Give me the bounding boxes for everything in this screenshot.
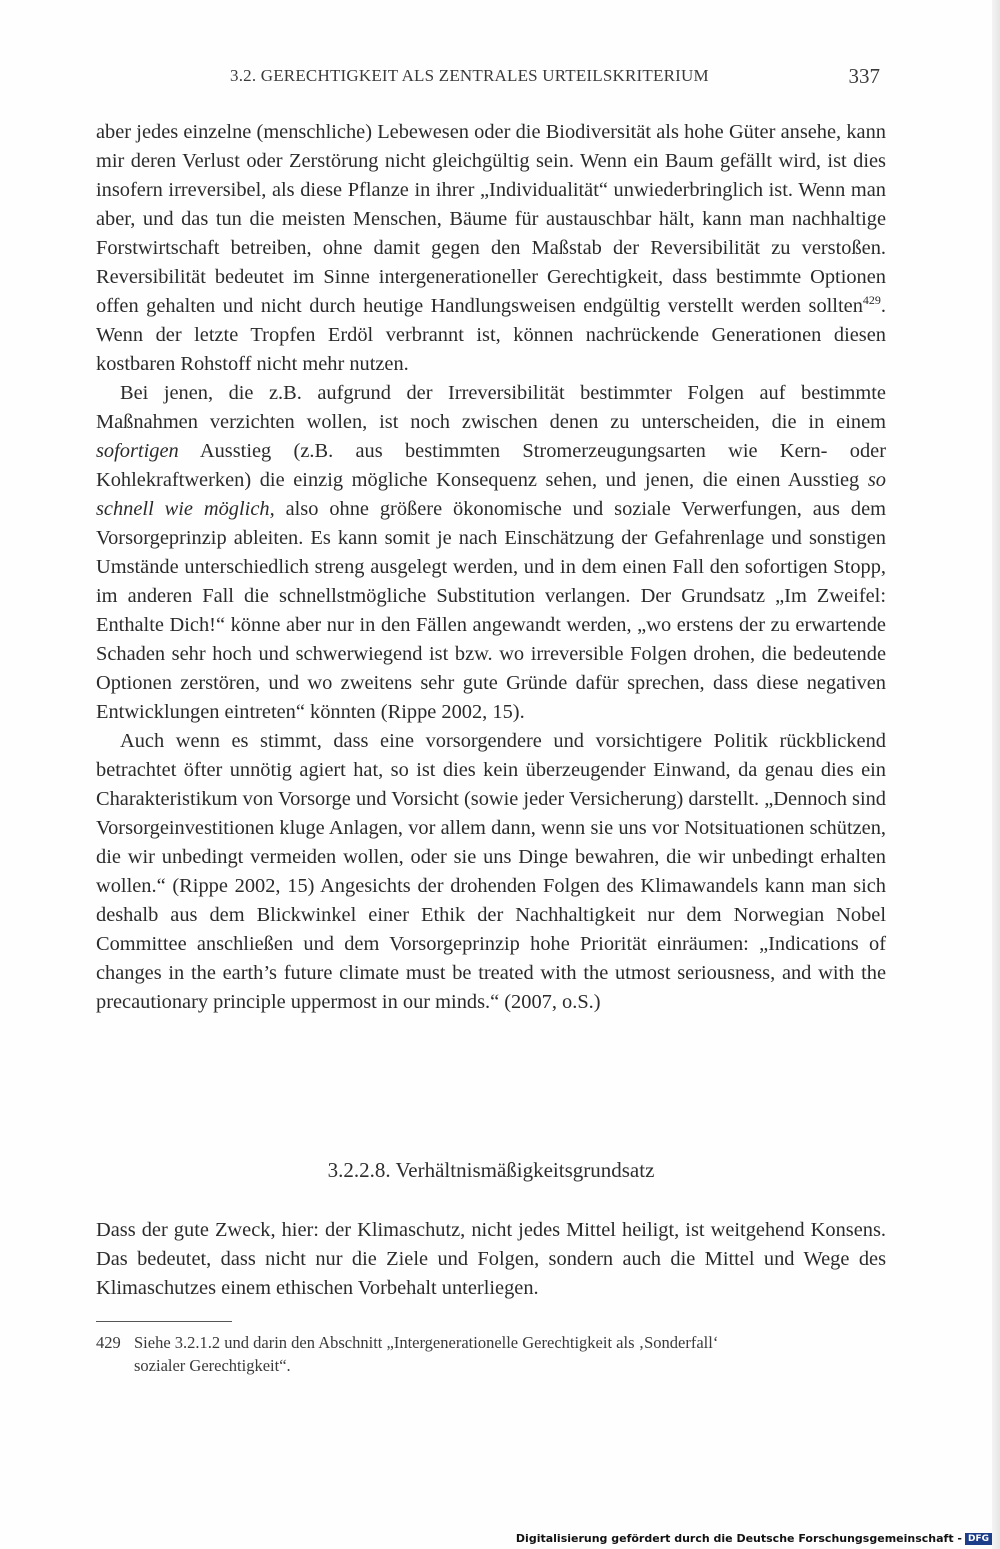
running-header: [96, 64, 886, 90]
footnote-reference[interactable]: 429: [862, 293, 881, 308]
footnote-429: [96, 1331, 886, 1377]
page-edge-shadow: [992, 0, 1000, 1549]
footnote-divider: [96, 1321, 232, 1322]
section-paragraph: Dass der gute Zweck, hier: der Klimaschutz, nicht jedes Mittel heiligt, ist weitgehend Konsens. Das bedeutet, dass nicht nur die Ziele und Folgen, sondern auch die Mittel und Wege des Klimaschutzes einem ethischen Vorbehalt unterliegen.: [96, 1219, 886, 1299]
main-text: [96, 118, 886, 1017]
section-text: [96, 1216, 886, 1303]
footnote-number: 429: [96, 1333, 121, 1352]
emphasis-so-schnell: so schnell wie möglich,: [96, 469, 886, 520]
dfg-logo: DFG: [965, 1533, 992, 1545]
digitization-text: Digitalisierung gefördert durch die Deutsche Forschungsgemeinschaft -: [515, 1532, 962, 1545]
emphasis-sofortigen: sofortigen: [96, 440, 179, 462]
digitization-notice: [516, 1532, 992, 1545]
footnote-line-1: 429 Siehe 3.2.1.2 und darin den Abschnitt „Intergenerationelle Gerechtigkeit als ‚Sonderfall‘: [96, 1333, 719, 1352]
footnote-line-2: sozialer Gerechtigkeit“.: [134, 1356, 291, 1375]
paragraph-2: Bei jenen, die z.B. aufgrund der Irreversibilität bestimmter Folgen auf bestimmte Maßnahmen verzichten wollen, ist noch zwischen denen zu unterscheiden, die in einem sofortigen Ausstieg (z.B. aus bestimmten Stromerzeugungsarten wie Kern- oder Kohlekraftwerken) die einzig mögliche Konsequenz sehen, und jenen, die einen Ausstieg so schnell wie möglich, also ohne größere ökonomische und soziale Verwerfungen, aus dem Vorsorgeprinzip ableiten. Es kann somit je nach Einschätzung der Gefahrenlage und sonstigen Umstände unterschiedlich streng ausgelegt werden, und in dem einen Fall den sofortigen Stopp, im anderen Fall die schnellstmögliche Substitution verlangen. Der Grundsatz „Im Zweifel: Enthalte Dich!“ könne aber nur in den Fällen angewandt werden, „wo erstens der zu erwartende Schaden sehr hoch und schwerwiegend ist bzw. wo irreversible Folgen drohen, die bedeutende Optionen zerstören, und wo zweitens sehr gute Gründe dafür sprechen, dass diese negativen Entwicklungen eintreten“ könnten (Rippe 2002, 15).: [96, 382, 886, 723]
paragraph-3: Auch wenn es stimmt, dass eine vorsorgendere und vorsichtigere Politik rückblickend betrachtet öfter unnötig agiert hat, so ist dies kein überzeugender Einwand, da genau dies ein Charakteristikum von Vorsorge und Vorsicht (sowie jeder Versicherung) darstellt. „Dennoch sind Vorsorgeinvestitionen kluge Anlagen, vor allem dann, wenn sie uns vor Notsituationen schützen, die wir unbedingt vermeiden wollen, oder sie uns Dinge bewahren, die wir unbedingt erhalten wollen.“ (Rippe 2002, 15) Angesichts der drohenden Folgen des Klimawandels kann man sich deshalb aus dem Blickwinkel einer Ethik der Nachhaltigkeit nur dem Norwegian Nobel Committee anschließen und dem Vorsorgeprinzip hohe Priorität einräumen: „Indications of changes in the earth’s future climate must be treated with the utmost seriousness, and with the precautionary principle uppermost in our minds.“ (2007, o.S.): [96, 730, 886, 1013]
paragraph-1: aber jedes einzelne (menschliche) Lebewesen oder die Biodiversität als hohe Güter ansehe, kann mir deren Verlust oder Zerstörung nicht gleichgültig sein. Wenn ein Baum gefällt wird, ist dies insofern irreversibel, als diese Pflanze in ihrer „Individualität“ unwiederbringlich ist. Wenn man aber, und das tun die meisten Menschen, Bäume für austauschbar hält, kann man nachhaltige Forstwirtschaft betreiben, ohne damit gegen den Maßstab der Reversibilität zu verstoßen. Reversibilität bedeutet im Sinne intergenerationeller Gerechtigkeit, dass bestimmte Optionen offen gehalten und nicht durch heutige Handlungsweisen endgültig verstellt werden sollten$^{429}$. Wenn der letzte Tropfen Erdöl verbrannt ist, können nachrückende Generationen diesen kostbaren Rohstoff nicht mehr nutzen.: [96, 121, 886, 375]
running-title: 3.2. GERECHTIGKEIT ALS ZENTRALES URTEILSKRITERIUM: [230, 66, 709, 85]
page-number: 337: [848, 64, 880, 88]
section-heading: 3.2.2.8. Verhältnismäßigkeitsgrundsatz: [327, 1158, 655, 1182]
